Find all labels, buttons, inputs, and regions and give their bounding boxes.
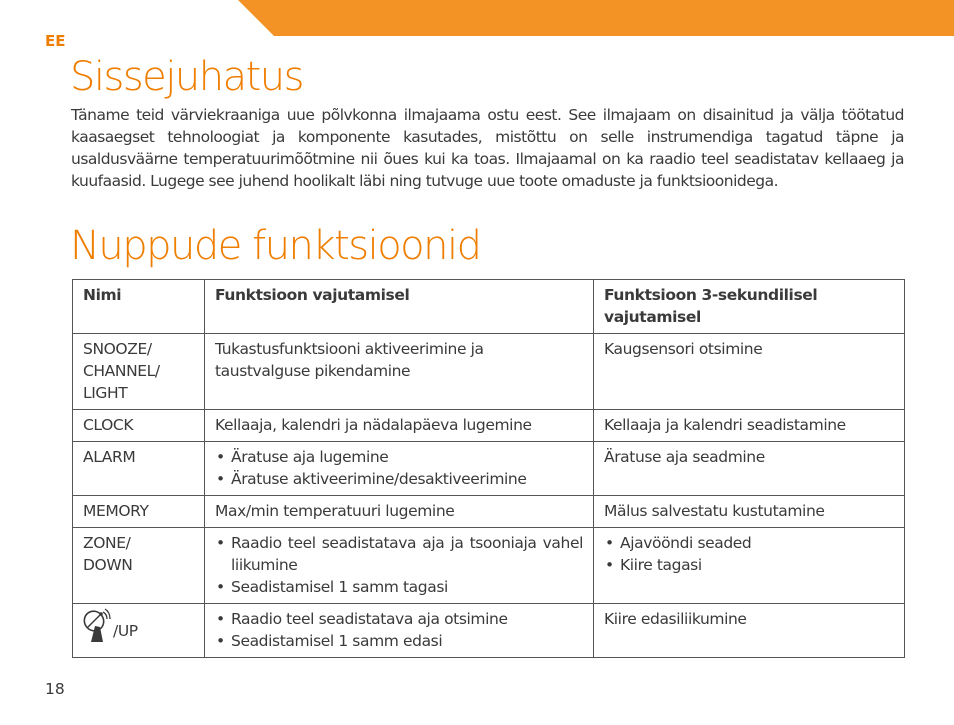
press-function: Kellaaja, kalendri ja nädalapäeva lugemine [205,410,594,442]
hold-function [594,528,905,604]
satellite-dish-icon [83,608,111,642]
hold-function: Mälus salvestatu kustutamine [594,496,905,528]
table-row [73,528,905,604]
button-name-text: ZONE/ DOWN [83,534,133,574]
table-row [73,496,905,528]
press-function: Tukastusfunktsiooni aktiveerimine ja taustvalguse pikendamine [205,334,594,410]
hold-function: Kellaaja ja kalendri seadistamine [594,410,905,442]
button-name-text: /UP [113,622,138,640]
list-item: • Ajavööndi seaded [604,532,894,554]
table-row [73,442,905,496]
press-function [205,442,594,496]
table-row [73,334,905,410]
list-item: • Kiire tagasi [604,554,894,576]
button-name: ALARM [73,442,205,496]
press-function-list [215,532,583,598]
button-name-with-icon [83,608,194,642]
list-item: • Äratuse aja lugemine [215,446,583,468]
list-item: • Seadistamisel 1 samm tagasi [215,576,583,598]
intro-paragraph: Täname teid värviekraaniga uue põlvkonna ilmajaama ostu eest. See ilmajaam on disainitud ja välja töötatud kaasaegset tehnoloogiat ja komponente kasutades, mistõttu on selle instrumendiga tagatud täpne ja usaldusväärne temperatuurimõõtmine nii õues kui ka toas. Ilmajaamal on ka raadio teel seadistatav kellaaeg ja kuufaasid. Lugege see juhend hoolikalt läbi ning tutvuge uue toote omaduste ja funktsioonidega. [71,106,904,190]
press-function [205,604,594,658]
language-code: EE [45,32,66,50]
list-item: • Raadio teel seadistatava aja otsimine [215,608,583,630]
press-function: Max/min temperatuuri lugemine [205,496,594,528]
hold-function: Kiire edasiliikumine [594,604,905,658]
button-name: MEMORY [73,496,205,528]
press-function-list [215,446,583,490]
button-name [73,604,205,658]
table-row [73,410,905,442]
button-name-text: SNOOZE/ CHANNEL/ LIGHT [83,340,160,402]
button-name [73,528,205,604]
column-header-name: Nimi [73,280,205,334]
intro-title: Sissejuhatus [70,54,303,100]
button-name [73,334,205,410]
hold-function: Kaugsensori otsimine [594,334,905,410]
list-item: • Äratuse aktiveerimine/desaktiveerimine [215,468,583,490]
table-header-row [73,280,905,334]
table-row [73,604,905,658]
list-item: • Raadio teel seadistatava aja ja tsooniaja vahel liikumine [215,532,583,576]
column-header-hold: Funktsioon 3-sekundilisel vajutamisel [594,280,905,334]
button-functions-table [72,279,905,658]
page-number: 18 [45,680,65,698]
list-item: • Seadistamisel 1 samm edasi [215,630,583,652]
column-header-press: Funktsioon vajutamisel [205,280,594,334]
header-accent-bar [238,0,954,36]
press-function [205,528,594,604]
press-function-list [215,608,583,652]
hold-function-list [604,532,894,576]
buttons-title: Nuppude funktsioonid [70,223,481,269]
button-name: CLOCK [73,410,205,442]
hold-function: Äratuse aja seadmine [594,442,905,496]
